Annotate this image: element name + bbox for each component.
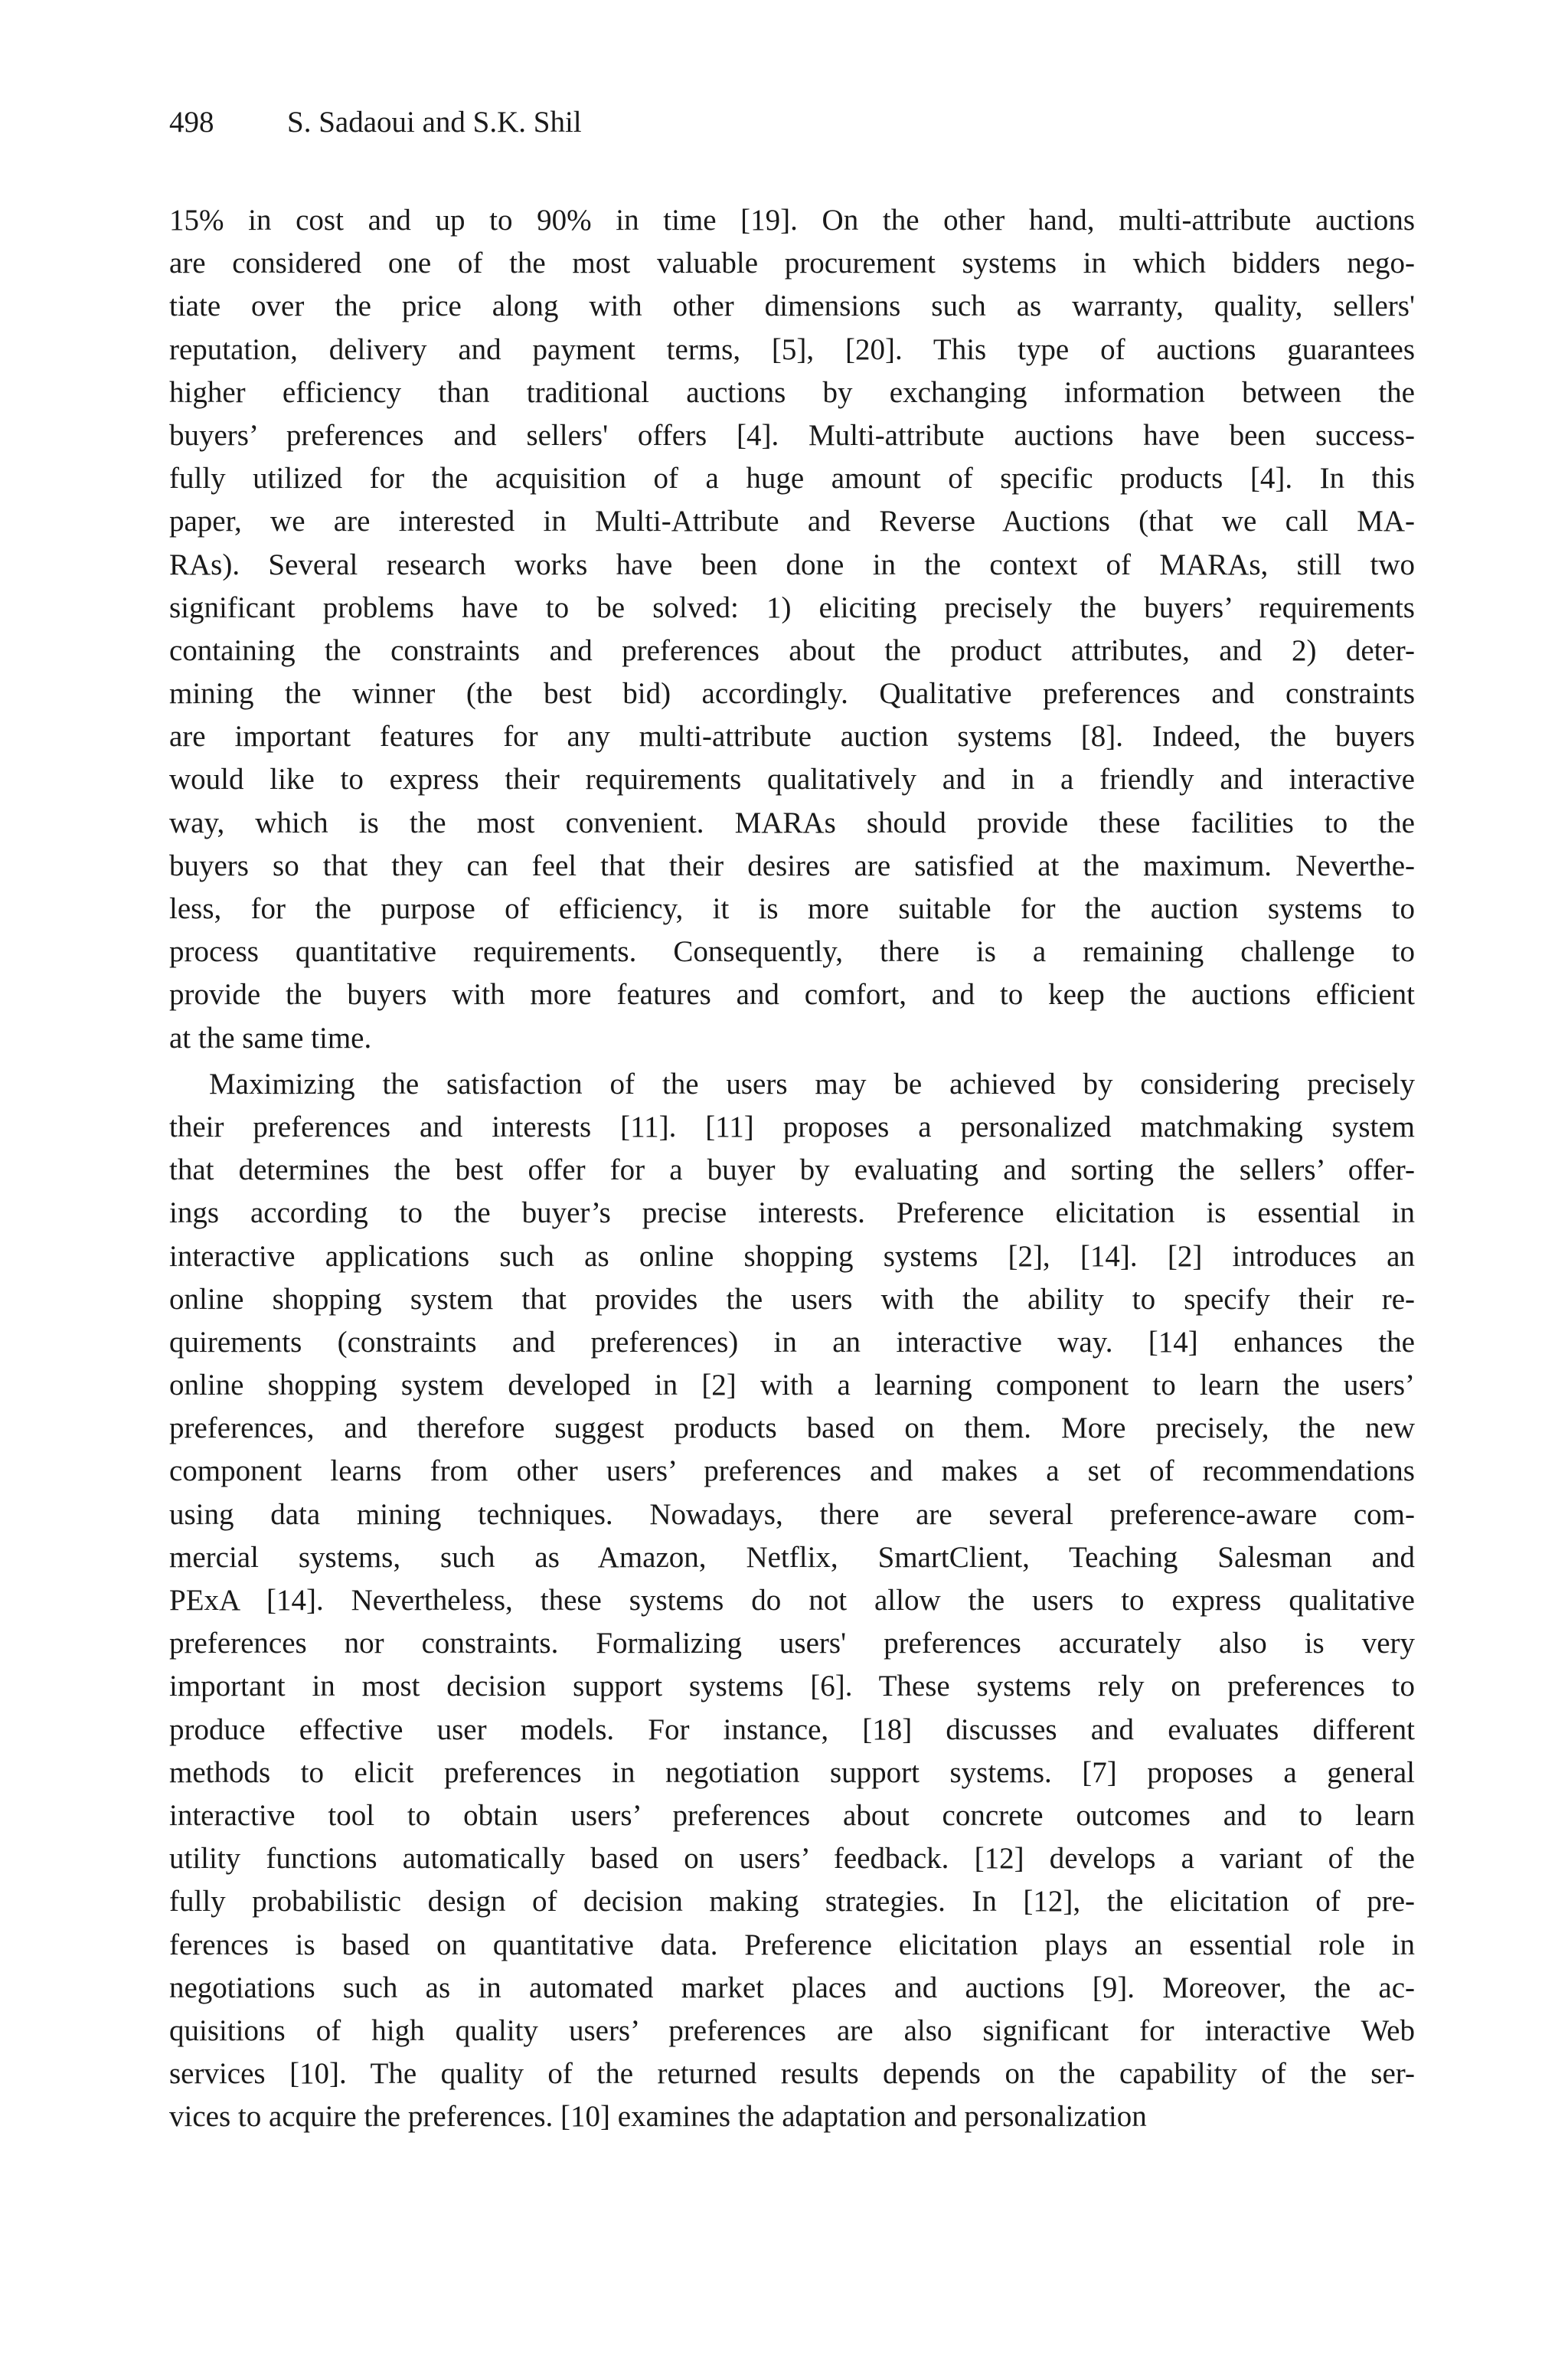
text-line: quirements (constraints and preferences) in an interactive way. [14] enhances the <box>169 1325 1415 1359</box>
text-line: buyers so that they can feel that their desires are satisfied at the maximum. Neverthe- <box>169 849 1415 882</box>
text-line: are important features for any multi-attribute auction systems [8]. Indeed, the buyers <box>169 720 1415 754</box>
text-line: mining the winner (the best bid) accordingly. Qualitative preferences and constraints <box>169 677 1415 711</box>
text-line: their preferences and interests [11]. [11] proposes a personalized matchmaking system <box>169 1110 1415 1143</box>
text-line: PExA [14]. Nevertheless, these systems do not allow the users to express qualitative <box>169 1584 1415 1617</box>
text-line: produce effective user models. For instance, [18] discusses and evaluates different <box>169 1712 1415 1746</box>
text-line: online shopping system developed in [2] with a learning component to learn the users’ <box>169 1369 1415 1402</box>
text-line: less, for the purpose of efficiency, it is more suitable for the auction systems to <box>169 892 1415 925</box>
text-line: component learns from other users’ preferences and makes a set of recommendations <box>169 1454 1415 1488</box>
text-line: mercial systems, such as Amazon, Netflix, SmartClient, Teaching Salesman and <box>169 1540 1415 1574</box>
text-line: negotiations such as in automated market places and auctions [9]. Moreover, the ac- <box>169 1971 1415 2004</box>
running-head <box>169 104 582 141</box>
text-line: would like to express their requirements qualitatively and in a friendly and interactive <box>169 763 1415 796</box>
paragraph <box>169 199 1415 1060</box>
text-line: utility functions automatically based on users’ feedback. [12] develops a variant of the <box>169 1842 1415 1876</box>
paragraph <box>169 1063 1415 2139</box>
text-line: provide the buyers with more features and comfort, and to keep the auctions efficient <box>169 978 1415 1012</box>
text-line: preferences nor constraints. Formalizing users' preferences accurately also is very <box>169 1627 1415 1660</box>
body-text <box>169 199 1415 2138</box>
text-line: that determines the best offer for a buyer by evaluating and sorting the sellers’ offer- <box>169 1153 1415 1187</box>
text-line: reputation, delivery and payment terms, [5], [20]. This type of auctions guarantees <box>169 332 1415 366</box>
text-line: interactive applications such as online shopping systems [2], [14]. [2] introduces an <box>169 1239 1415 1273</box>
text-line: ferences is based on quantitative data. Preference elicitation plays an essential role in <box>169 1928 1415 1961</box>
text-line: important in most decision support systems [6]. These systems rely on preferences to <box>169 1670 1415 1703</box>
text-line: vices to acquire the preferences. [10] examines the adaptation and personalization <box>169 2100 1147 2134</box>
text-line: containing the constraints and preferences about the product attributes, and 2) deter- <box>169 633 1415 667</box>
running-head-authors: S. Sadaoui and S.K. Shil <box>287 106 582 139</box>
text-line: are considered one of the most valuable procurement systems in which bidders nego- <box>169 247 1415 280</box>
text-line: higher efficiency than traditional auctions by exchanging information between the <box>169 375 1415 409</box>
text-line: methods to elicit preferences in negotiation support systems. [7] proposes a general <box>169 1755 1415 1789</box>
text-line: using data mining techniques. Nowadays, there are several preference-aware com- <box>169 1497 1415 1531</box>
text-line: process quantitative requirements. Consequently, there is a remaining challenge to <box>169 935 1415 969</box>
text-line: preferences, and therefore suggest products based on them. More precisely, the new <box>169 1411 1415 1445</box>
text-line: ings according to the buyer’s precise interests. Preference elicitation is essential in <box>169 1196 1415 1230</box>
text-line: fully utilized for the acquisition of a huge amount of specific products [4]. In this <box>169 462 1415 496</box>
text-line: interactive tool to obtain users’ preferences about concrete outcomes and to learn <box>169 1798 1415 1832</box>
text-line: services [10]. The quality of the returned results depends on the capability of the ser- <box>169 2057 1415 2091</box>
text-line: at the same time. <box>169 1021 372 1055</box>
page-number: 498 <box>169 106 214 139</box>
text-line: fully probabilistic design of decision making strategies. In [12], the elicitation of pre- <box>169 1885 1415 1918</box>
text-line: Maximizing the satisfaction of the users may be achieved by considering precisely <box>209 1067 1415 1101</box>
text-line: paper, we are interested in Multi-Attribute and Reverse Auctions (that we call MA- <box>169 505 1415 538</box>
text-line: buyers’ preferences and sellers' offers [4]. Multi-attribute auctions have been success- <box>169 418 1415 452</box>
text-line: 15% in cost and up to 90% in time [19]. On the other hand, multi-attribute auctions <box>169 204 1415 237</box>
text-line: way, which is the most convenient. MARAs should provide these facilities to the <box>169 806 1415 839</box>
text-line: tiate over the price along with other dimensions such as warranty, quality, sellers' <box>169 289 1415 323</box>
text-line: online shopping system that provides the users with the ability to specify their re- <box>169 1282 1415 1316</box>
text-line: quisitions of high quality users’ preferences are also significant for interactive Web <box>169 2013 1415 2047</box>
text-line: significant problems have to be solved: 1) eliciting precisely the buyers’ requirements <box>169 590 1415 624</box>
text-line: RAs). Several research works have been done in the context of MARAs, still two <box>169 548 1415 581</box>
